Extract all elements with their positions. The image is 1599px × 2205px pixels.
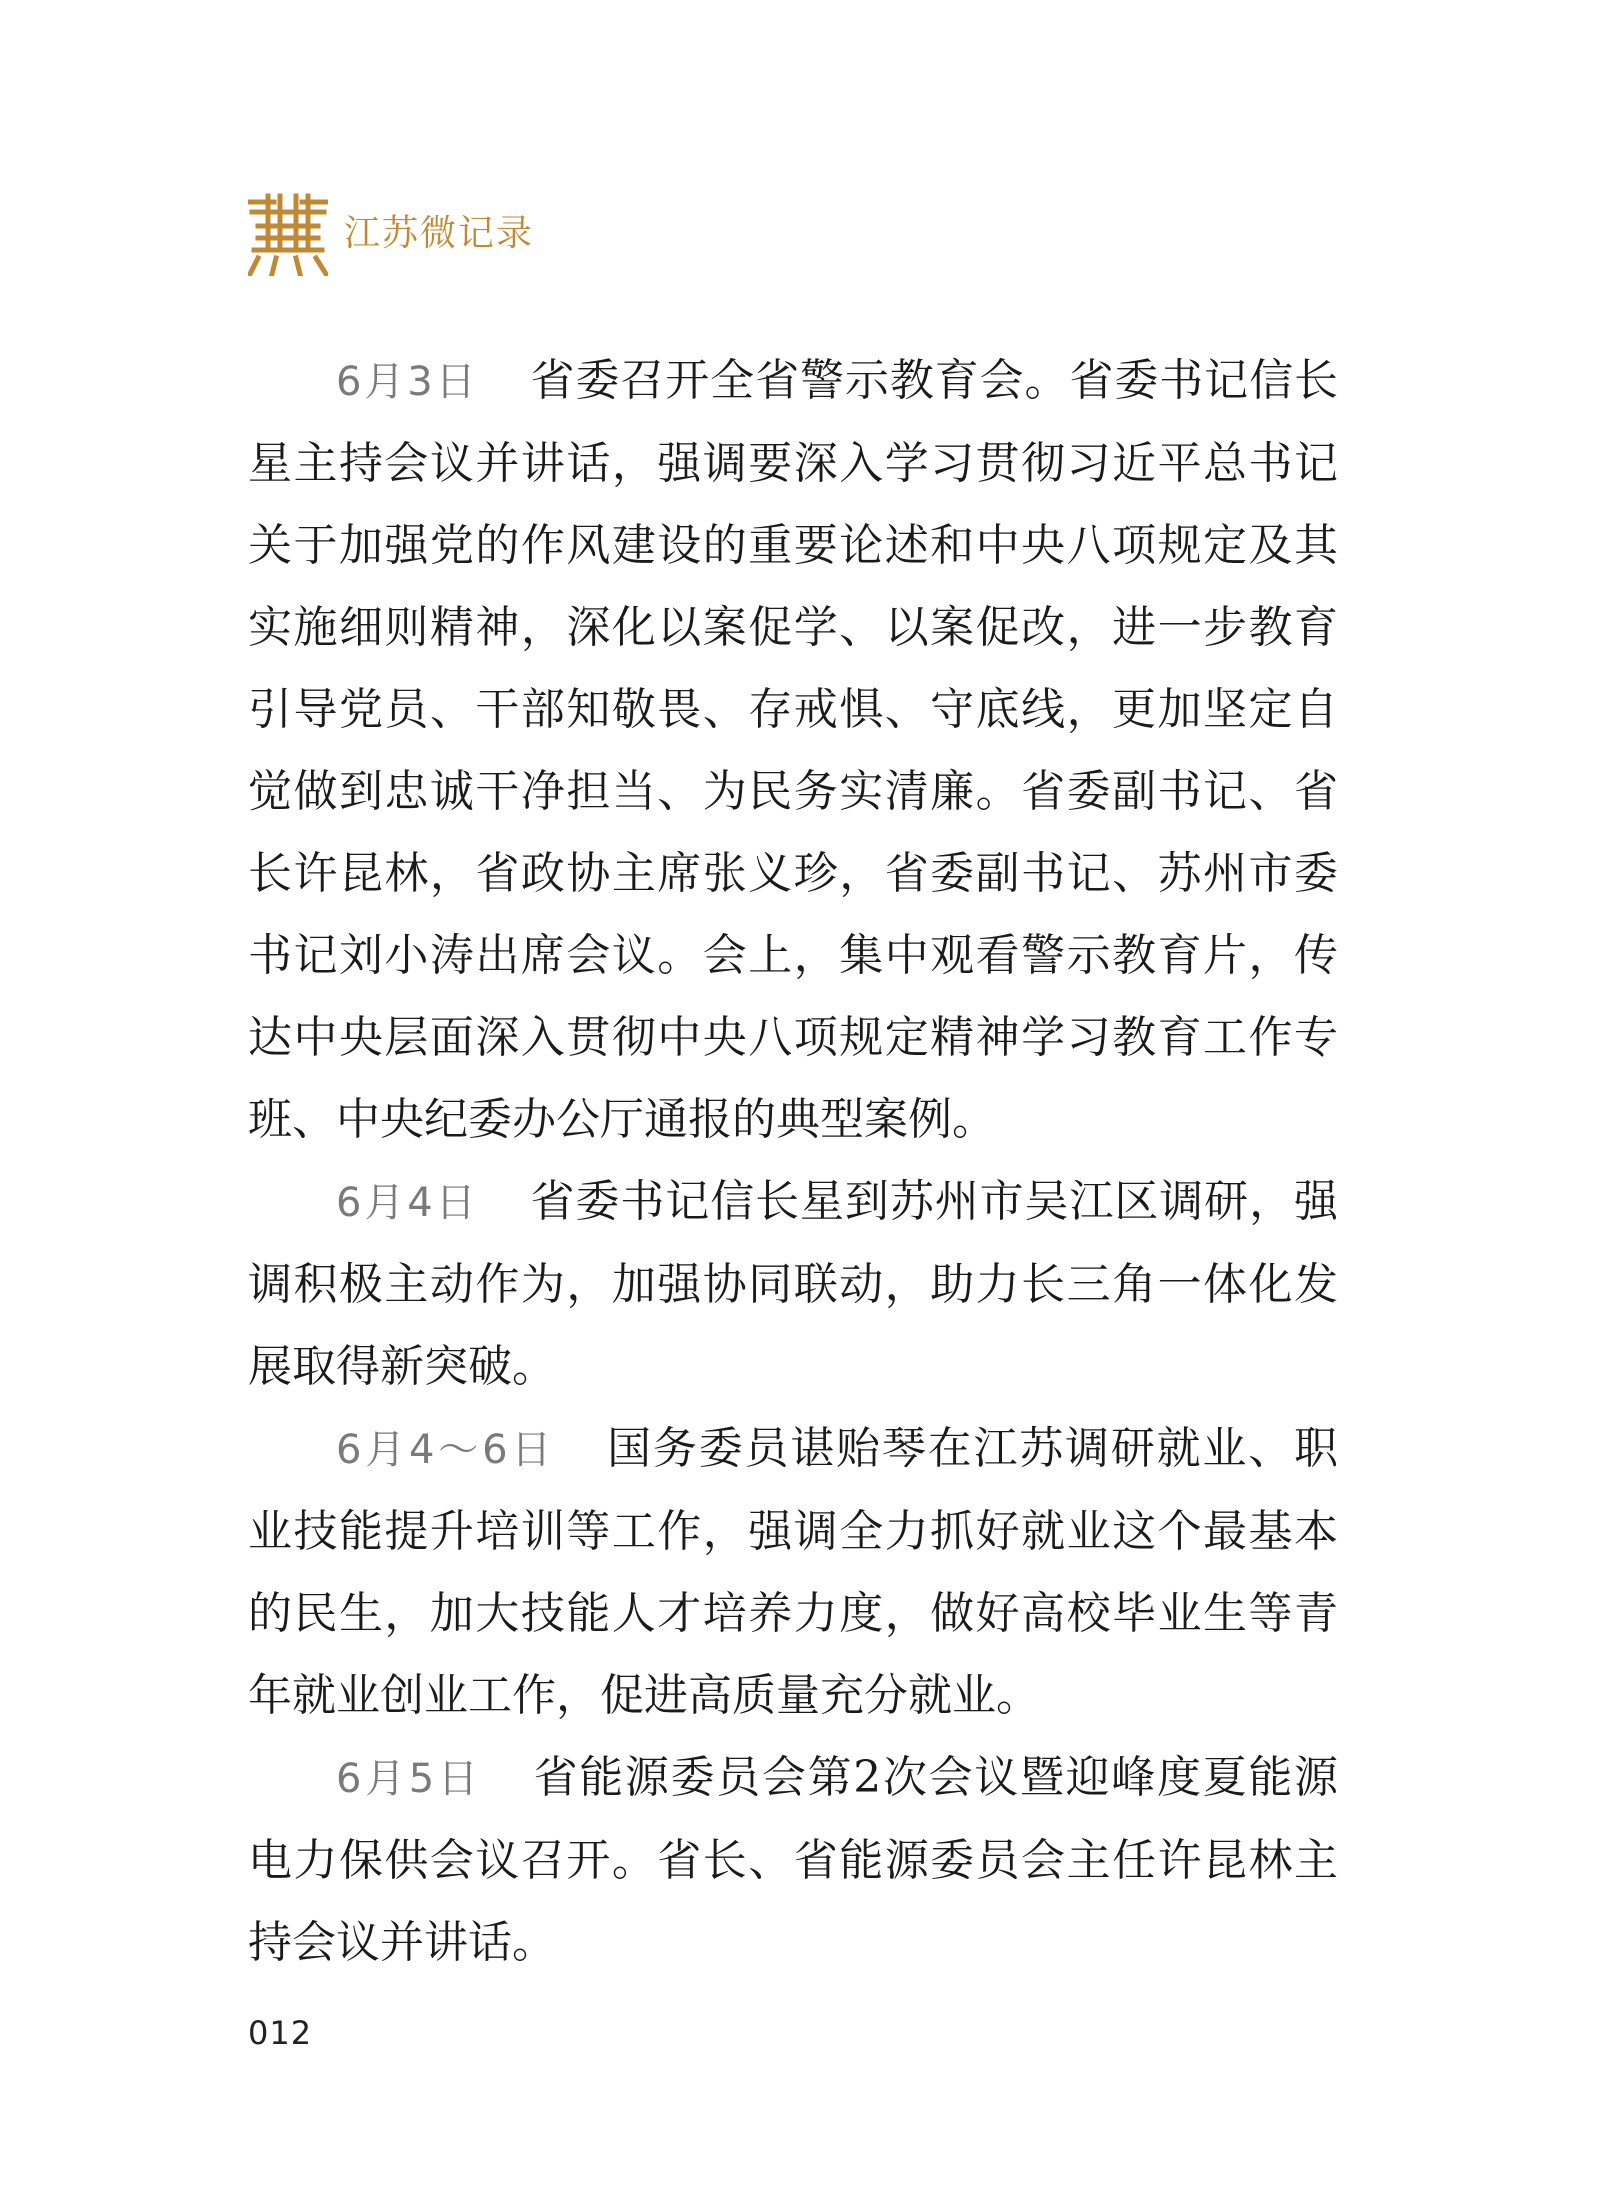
page-number: 012 [248, 2014, 313, 2052]
entry-date: 6月5日 [336, 1756, 482, 1802]
page-header [248, 192, 534, 276]
entry-date: 6月3日 [336, 359, 479, 405]
header-title: 江苏微记录 [344, 213, 535, 254]
chronicle-entry [248, 340, 1338, 1161]
chronicle-entry [248, 1408, 1338, 1737]
entry-date: 6月4日 [336, 1180, 479, 1226]
entry-text: 省委召开全省警示教育会。省委书记信长星主持会议并讲话，强调要深入学习贯彻习近平总书记关于加强党的作风建设的重要论述和中央八项规定及其实施细则精神，深化以案促学、以案促改，进一步教育引导党员、干部知敬畏、存戒惧、守底线，更加坚定自觉做到忠诚干净担当、为民务实清廉。省委副书记、省长许昆林，省政协主席张义珍，省委副书记、苏州市委书记刘小涛出席会议。会上，集中观看警示教育片，传达中央层面深入贯彻中央八项规定精神学习教育工作专班、中央纪委办公厅通报的典型案例。 [248, 355, 1339, 1145]
entry-text: 省委书记信长星到苏州市吴江区调研，强调积极主动作为，加强协同联动，助力长三角一体化发展取得新突破。 [248, 1176, 1339, 1392]
chronicle-entry [248, 1161, 1338, 1408]
jiangsu-logo-icon [248, 192, 328, 276]
entry-text: 省能源委员会第2次会议暨迎峰度夏能源电力保供会议召开。省长、省能源委员会主任许昆林主持会议并讲话。 [248, 1752, 1338, 1968]
entry-date: 6月4～6日 [336, 1427, 556, 1473]
chronicle-entry [248, 1737, 1338, 1984]
entry-text: 国务委员谌贻琴在江苏调研就业、职业技能提升培训等工作，强调全力抓好就业这个最基本的民生，加大技能人才培养力度，做好高校毕业生等青年就业创业工作，促进高质量充分就业。 [248, 1423, 1338, 1721]
chronicle-body [248, 340, 1338, 1984]
